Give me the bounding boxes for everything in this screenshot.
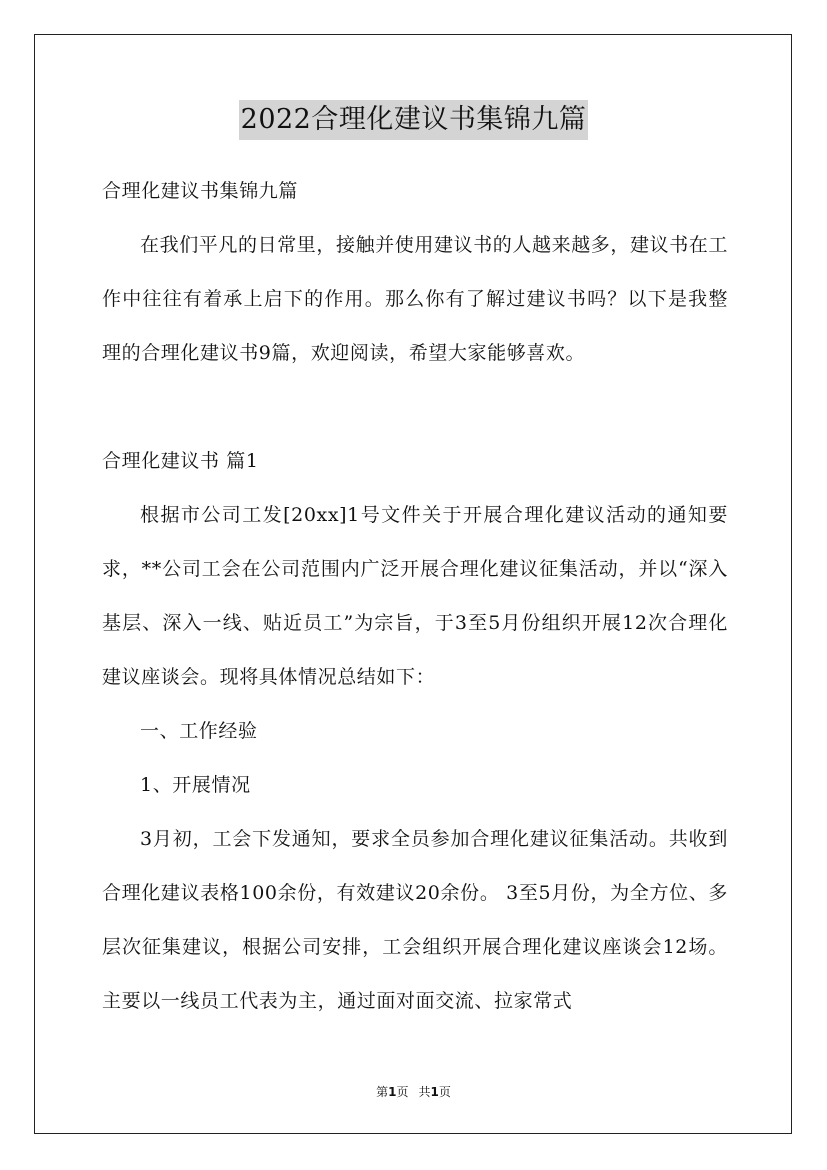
section-title: 合理化建议书 篇1 <box>102 450 259 472</box>
document-subtitle: 合理化建议书集锦九篇 <box>102 180 299 202</box>
page-footer <box>0 1084 827 1100</box>
document-title: 2022合理化建议书集锦九篇 <box>239 100 589 140</box>
total-pages: 1 <box>430 1085 439 1099</box>
current-page: 1 <box>388 1085 397 1099</box>
subheading-progress: 1、开展情况 <box>140 774 251 796</box>
page-total <box>419 1085 451 1099</box>
document-body <box>102 164 728 1028</box>
total-prefix: 共 <box>418 1085 431 1099</box>
page-prefix: 第 <box>376 1085 389 1099</box>
body-paragraph: 根据市公司工发[20xx]1号文件关于开展合理化建议活动的通知要求，**公司工会在公司范围内广泛开展合理化建议征集活动，并以“深入基层、深入一线、贴近员工”为宗旨，于3至5月份组织开展12次合理化建议座谈会。现将具体情况总结如下： <box>102 504 728 688</box>
body-paragraph: 3月初，工会下发通知，要求全员参加合理化建议征集活动。共收到合理化建议表格100余份，有效建议20余份。 3至5月份，为全方位、多层次征集建议，根据公司安排，工会组织开展合理化建议座谈会12场。主要以一线员工代表为主，通过面对面交流、拉家常式 <box>102 828 728 1012</box>
page-number <box>376 1085 408 1099</box>
intro-paragraph: 在我们平凡的日常里，接触并使用建议书的人越来越多，建议书在工作中往往有着承上启下的作用。那么你有了解过建议书吗？以下是我整理的合理化建议书9篇，欢迎阅读，希望大家能够喜欢。 <box>102 234 729 364</box>
title-container <box>0 100 827 140</box>
subheading-work-experience: 一、工作经验 <box>140 720 258 742</box>
page-suffix: 页 <box>396 1085 409 1099</box>
total-suffix: 页 <box>438 1085 451 1099</box>
